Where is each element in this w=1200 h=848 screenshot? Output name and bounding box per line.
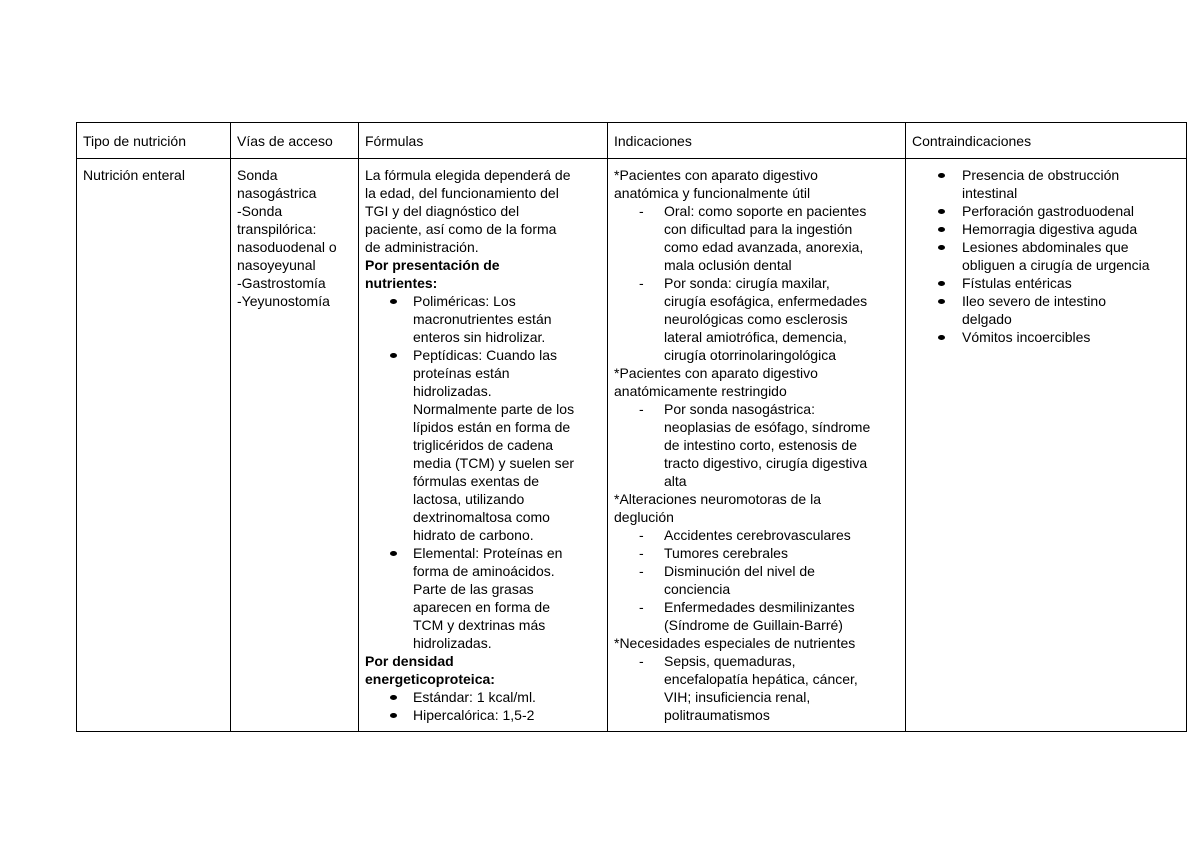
text-line: Fístulas entéricas: [962, 275, 1072, 291]
text-line: VIH; insuficiencia renal,: [664, 689, 811, 705]
contraindicacion-item: [912, 328, 1180, 346]
cell-indicaciones: [608, 159, 905, 728]
text-line: delgado: [962, 311, 1012, 327]
header-vias: Vías de acceso: [231, 123, 359, 159]
table-row: [77, 159, 1187, 732]
text-line: TCM y dextrinas más: [413, 617, 546, 633]
formulas-intro-line: La fórmula elegida dependerá de: [365, 167, 571, 183]
contraindicacion-item: [912, 292, 1180, 328]
text-line: - Enfermedades desmilinizantes: [664, 599, 855, 615]
vias-line: nasogástrica: [237, 185, 317, 201]
header-formulas: Fórmulas: [359, 123, 608, 159]
text-line: de intestino corto, estenosis de: [664, 437, 858, 453]
text-line: tracto digestivo, cirugía digestiva: [664, 455, 868, 471]
formulas-intro-line: TGI y del diagnóstico del: [365, 203, 520, 219]
indicacion-item: [614, 202, 899, 274]
text-line: lactosa, utilizando: [413, 491, 525, 507]
vias-line: -Gastrostomía: [237, 275, 326, 291]
text-line: Hemorragia digestiva aguda: [962, 221, 1138, 237]
text-line: politraumatismos: [664, 707, 770, 723]
indicacion-item: [614, 400, 899, 490]
indicacion-heading: *Pacientes con aparato digestivo: [614, 365, 818, 381]
presentacion-item: [365, 346, 601, 544]
densidad-item: [365, 688, 601, 706]
text-line: Normalmente parte de los: [413, 401, 575, 417]
indicacion-item: [614, 652, 899, 724]
text-line: con dificultad para la ingestión: [664, 221, 853, 237]
header-contraindicaciones: Contraindicaciones: [906, 123, 1187, 159]
text-line: enteros sin hidrolizar.: [413, 329, 546, 345]
text-line: como edad avanzada, anorexia,: [664, 239, 864, 255]
contraindicacion-item: [912, 238, 1180, 274]
indicacion-item: [614, 562, 899, 598]
tipo-text: Nutrición enteral: [83, 167, 185, 183]
formulas-intro-line: paciente, así como de la forma: [365, 221, 557, 237]
vias-line: Sonda: [237, 167, 278, 183]
text-line: Peptídicas: Cuando las: [413, 347, 557, 363]
text-line: - Oral: como soporte en pacientes: [664, 203, 867, 219]
header-row: [77, 123, 1187, 159]
indicacion-item: [614, 526, 899, 544]
header-indicaciones: Indicaciones: [608, 123, 906, 159]
text-line: conciencia: [664, 581, 731, 597]
indicacion-items: [614, 526, 899, 634]
text-line: dextrinomaltosa como: [413, 509, 550, 525]
text-line: neoplasias de esófago, síndrome: [664, 419, 871, 435]
cell-formulas: [359, 159, 607, 728]
text-line: encefalopatía hepática, cáncer,: [664, 671, 858, 687]
text-line: - Disminución del nivel de: [664, 563, 815, 579]
presentacion-heading: Por presentación de: [365, 257, 500, 273]
text-line: Poliméricas: Los: [413, 293, 516, 309]
text-line: Presencia de obstrucción: [962, 167, 1120, 183]
text-line: - Accidentes cerebrovasculares: [664, 527, 851, 543]
text-line: Estándar: 1 kcal/ml.: [413, 689, 536, 705]
contraindicacion-item: [912, 220, 1180, 238]
text-line: fórmulas exentas de: [413, 473, 540, 489]
text-line: obliguen a cirugía de urgencia: [962, 257, 1150, 273]
indicacion-items: [614, 202, 899, 364]
indicacion-items: [614, 652, 899, 724]
text-line: lípidos están en forma de: [413, 419, 571, 435]
text-line: Elemental: Proteínas en: [413, 545, 563, 561]
formulas-intro-line: la edad, del funcionamiento del: [365, 185, 559, 201]
presentacion-heading: nutrientes:: [365, 275, 438, 291]
indicacion-heading: anatómica y funcionalmente útil: [614, 185, 811, 201]
text-line: - Por sonda: cirugía maxilar,: [664, 275, 830, 291]
densidad-heading: energeticoproteica:: [365, 671, 495, 687]
text-line: media (TCM) y suelen ser: [413, 455, 575, 471]
densidad-heading: Por densidad: [365, 653, 454, 669]
text-line: proteínas están: [413, 365, 510, 381]
vias-line: -Sonda: [237, 203, 283, 219]
text-line: cirugía otorrinolaringológica: [664, 347, 836, 363]
text-line: intestinal: [962, 185, 1018, 201]
text-line: Hipercalórica: 1,5-2: [413, 707, 535, 723]
indicacion-heading: *Necesidades especiales de nutrientes: [614, 635, 856, 651]
presentacion-item: [365, 544, 601, 652]
text-line: macronutrientes están: [413, 311, 552, 327]
vias-line: -Yeyunostomía: [237, 293, 330, 309]
text-line: Parte de las grasas: [413, 581, 534, 597]
densidad-item: [365, 706, 601, 724]
cell-tipo: [77, 159, 230, 188]
vias-line: nasoyeyunal: [237, 257, 316, 273]
text-line: lateral amiotrófica, demencia,: [664, 329, 847, 345]
indicacion-item: [614, 274, 899, 364]
text-line: alta: [664, 473, 687, 489]
contraindicacion-item: [912, 166, 1180, 202]
text-line: aparecen en forma de: [413, 599, 550, 615]
indicacion-heading: anatómicamente restringido: [614, 383, 787, 399]
indicacion-heading: *Pacientes con aparato digestivo: [614, 167, 818, 183]
vias-line: nasoduodenal o: [237, 239, 337, 255]
indicacion-heading: deglución: [614, 509, 674, 525]
header-tipo: Tipo de nutrición: [77, 123, 231, 159]
text-line: cirugía esofágica, enfermedades: [664, 293, 868, 309]
indicacion-item: [614, 598, 899, 634]
indicacion-heading: *Alteraciones neuromotoras de la: [614, 491, 822, 507]
text-line: (Síndrome de Guillain-Barré): [664, 617, 843, 633]
nutrition-table: [76, 122, 1187, 732]
formulas-intro-line: de administración.: [365, 239, 479, 255]
text-line: forma de aminoácidos.: [413, 563, 555, 579]
vias-line: transpilórica:: [237, 221, 317, 237]
contraindicacion-items: [912, 166, 1180, 346]
text-line: Ileo severo de intestino: [962, 293, 1106, 309]
text-line: - Sepsis, quemaduras,: [664, 653, 796, 669]
contraindicacion-item: [912, 274, 1180, 292]
text-line: - Por sonda nasogástrica:: [664, 401, 815, 417]
presentacion-items: [365, 292, 601, 652]
presentacion-item: [365, 292, 601, 346]
text-line: triglicéridos de cadena: [413, 437, 554, 453]
text-line: hidrato de carbono.: [413, 527, 534, 543]
text-line: Perforación gastroduodenal: [962, 203, 1135, 219]
text-line: mala oclusión dental: [664, 257, 792, 273]
contraindicacion-item: [912, 202, 1180, 220]
indicacion-item: [614, 544, 899, 562]
text-line: Vómitos incoercibles: [962, 329, 1091, 345]
densidad-items: [365, 688, 601, 724]
text-line: Lesiones abdominales que: [962, 239, 1129, 255]
text-line: hidrolizadas.: [413, 635, 492, 651]
text-line: - Tumores cerebrales: [664, 545, 788, 561]
cell-vias: [231, 159, 358, 314]
cell-contraindicaciones: [906, 159, 1186, 350]
text-line: hidrolizadas.: [413, 383, 492, 399]
indicacion-items: [614, 400, 899, 490]
text-line: neurológicas como esclerosis: [664, 311, 848, 327]
